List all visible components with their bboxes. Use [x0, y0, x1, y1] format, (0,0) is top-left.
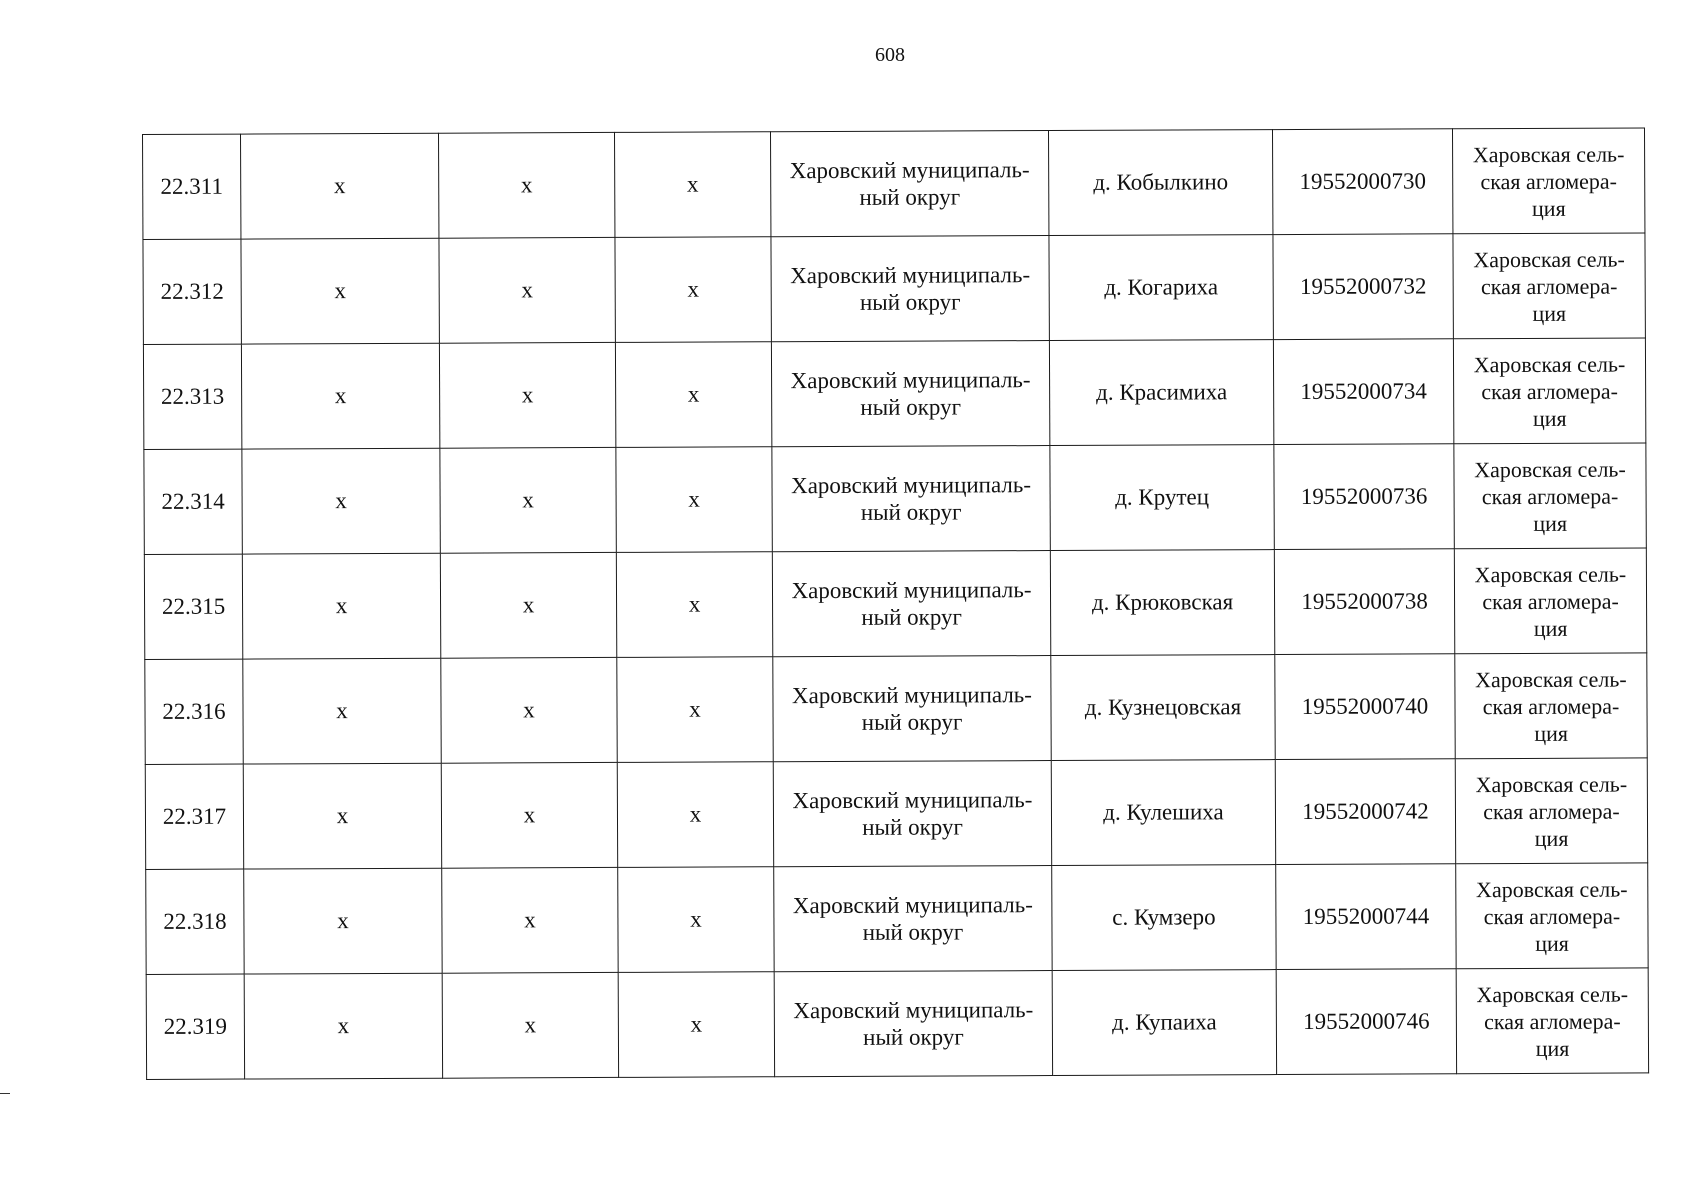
district-cell-line: Харовский муниципаль-	[793, 997, 1034, 1024]
district-cell-line: Харовский муниципаль-	[790, 367, 1031, 394]
agglomeration-cell-line: ская агломера-	[1483, 903, 1621, 929]
marker-cell: х	[441, 762, 617, 868]
oktmo-code-cell: 19552000738	[1274, 549, 1454, 655]
agglomeration-cell-line: Харовская сель-	[1472, 141, 1625, 167]
row-number-cell: 22.312	[143, 239, 241, 344]
marker-cell: х	[439, 237, 615, 343]
oktmo-code-cell: 19552000734	[1273, 339, 1453, 445]
marker-cell: х	[244, 973, 442, 1079]
table-row	[145, 653, 1647, 765]
row-number-cell: 22.317	[145, 764, 243, 869]
agglomeration-cell	[1453, 338, 1645, 444]
district-cell-line: Харовский муниципаль-	[791, 577, 1032, 604]
marker-cell: х	[242, 448, 440, 554]
marker-cell: х	[617, 762, 773, 868]
marker-cell: х	[442, 972, 618, 1078]
oktmo-code-cell: 19552000732	[1273, 234, 1453, 340]
agglomeration-cell-line: ция	[1531, 195, 1566, 221]
district-cell-line: Харовский муниципаль-	[791, 682, 1032, 709]
district-cell	[773, 656, 1051, 762]
agglomeration-cell	[1455, 653, 1647, 759]
agglomeration-cell-line: ская агломера-	[1480, 273, 1618, 299]
marker-cell: х	[241, 343, 439, 449]
agglomeration-cell-line: ция	[1532, 300, 1567, 326]
district-cell-line: ный округ	[860, 394, 962, 420]
oktmo-code-cell: 19552000746	[1276, 969, 1456, 1075]
settlements-table	[142, 127, 1649, 1080]
district-cell-line: Харовский муниципаль-	[792, 787, 1033, 814]
table-row	[144, 548, 1646, 660]
row-number-cell: 22.316	[145, 659, 243, 764]
agglomeration-cell-line: ская агломера-	[1481, 378, 1618, 404]
agglomeration-cell-line: Харовская сель-	[1473, 246, 1625, 272]
settlement-cell: д. Красимиха	[1049, 340, 1273, 446]
district-cell-line: ный округ	[861, 604, 962, 630]
row-number-cell: 22.314	[144, 449, 242, 554]
district-cell	[771, 236, 1049, 342]
marker-cell: х	[440, 552, 616, 658]
agglomeration-cell	[1453, 233, 1645, 339]
row-number-cell: 22.311	[143, 134, 241, 239]
marker-cell: х	[618, 867, 774, 973]
district-cell	[774, 866, 1052, 972]
agglomeration-cell-line: ция	[1534, 825, 1569, 851]
district-cell-line: ный округ	[859, 184, 961, 210]
agglomeration-cell	[1456, 968, 1648, 1074]
marker-cell: х	[441, 657, 617, 763]
agglomeration-cell-line: ция	[1532, 405, 1567, 431]
district-cell-line: Харовский муниципаль-	[792, 892, 1033, 919]
agglomeration-cell-line: ская агломера-	[1484, 1008, 1621, 1034]
district-cell	[772, 551, 1050, 657]
table-row	[143, 233, 1645, 345]
oktmo-code-cell: 19552000730	[1272, 129, 1452, 235]
row-number-cell: 22.319	[146, 974, 244, 1079]
table-row	[146, 968, 1648, 1080]
settlement-cell: д. Кузнецовская	[1051, 655, 1275, 761]
marker-cell: х	[615, 342, 771, 448]
district-cell-line: ный округ	[862, 814, 963, 840]
district-cell-line: ный округ	[860, 499, 962, 525]
agglomeration-cell-line: ция	[1534, 720, 1569, 746]
agglomeration-cell	[1455, 758, 1647, 864]
row-number-cell: 22.313	[143, 344, 241, 449]
district-cell	[772, 446, 1050, 552]
table-row	[145, 758, 1647, 870]
table-row	[143, 338, 1645, 450]
agglomeration-cell-line: Харовская сель-	[1475, 771, 1628, 797]
agglomeration-cell-line: ция	[1535, 930, 1569, 956]
oktmo-code-cell: 19552000744	[1276, 864, 1456, 970]
marker-cell: х	[242, 553, 440, 659]
agglomeration-cell-line: ция	[1533, 510, 1568, 536]
row-number-cell: 22.318	[146, 869, 244, 974]
oktmo-code-cell: 19552000736	[1274, 444, 1454, 550]
marker-cell: х	[440, 447, 616, 553]
district-cell-line: Харовский муниципаль-	[789, 157, 1030, 184]
row-number-cell: 22.315	[144, 554, 242, 659]
agglomeration-cell-line: Харовская сель-	[1476, 981, 1629, 1007]
marker-cell: х	[241, 133, 439, 239]
marker-cell: х	[616, 447, 772, 553]
agglomeration-cell-line: ция	[1533, 615, 1568, 641]
district-cell	[774, 971, 1052, 1077]
agglomeration-cell-line: ция	[1535, 1035, 1570, 1061]
district-cell-line: ный округ	[861, 709, 963, 735]
district-cell-line: ный округ	[863, 1024, 964, 1050]
agglomeration-cell	[1454, 548, 1646, 654]
marker-cell: х	[616, 552, 772, 658]
district-cell-line: ный округ	[859, 289, 961, 315]
settlement-cell: д. Когариха	[1049, 235, 1273, 341]
table-row	[146, 863, 1648, 975]
scan-edge-mark	[0, 1093, 10, 1094]
marker-cell: х	[618, 972, 774, 1078]
agglomeration-cell	[1452, 128, 1644, 234]
agglomeration-cell-line: ская агломера-	[1481, 483, 1619, 509]
page-number: 608	[875, 44, 905, 66]
settlement-cell: с. Кумзеро	[1052, 865, 1276, 971]
agglomeration-cell	[1456, 863, 1648, 969]
marker-cell: х	[244, 868, 442, 974]
settlement-cell: д. Крутец	[1050, 445, 1274, 551]
agglomeration-cell-line: Харовская сель-	[1474, 456, 1626, 482]
agglomeration-cell-line: ская агломера-	[1480, 168, 1618, 194]
table-row	[143, 128, 1645, 240]
settlement-cell: д. Кулешиха	[1051, 760, 1275, 866]
agglomeration-cell-line: Харовская сель-	[1475, 876, 1628, 902]
agglomeration-cell-line: ская агломера-	[1482, 693, 1620, 719]
settlement-cell: д. Кобылкино	[1048, 130, 1272, 236]
district-cell	[771, 341, 1049, 447]
agglomeration-cell-line: Харовская сель-	[1474, 561, 1627, 587]
district-cell	[773, 761, 1051, 867]
agglomeration-cell-line: Харовская сель-	[1475, 666, 1627, 692]
oktmo-code-cell: 19552000740	[1275, 654, 1455, 760]
agglomeration-cell-line: ская агломера-	[1482, 588, 1619, 614]
oktmo-code-cell: 19552000742	[1275, 759, 1455, 865]
agglomeration-cell-line: Харовская сель-	[1473, 351, 1626, 377]
marker-cell: х	[615, 237, 771, 343]
table-body	[143, 128, 1649, 1080]
marker-cell: х	[617, 657, 773, 763]
district-cell-line: ный округ	[862, 919, 964, 945]
marker-cell: х	[243, 763, 441, 869]
table-row	[144, 443, 1646, 555]
marker-cell: х	[442, 867, 618, 973]
agglomeration-cell	[1454, 443, 1646, 549]
settlement-cell: д. Купаиха	[1052, 970, 1276, 1076]
district-cell-line: Харовский муниципаль-	[790, 262, 1031, 289]
marker-cell: х	[241, 238, 439, 344]
district-cell-line: Харовский муниципаль-	[791, 472, 1032, 499]
marker-cell: х	[614, 132, 770, 238]
settlement-cell: д. Крюковская	[1050, 550, 1274, 656]
agglomeration-cell-line: ская агломера-	[1483, 798, 1620, 824]
marker-cell: х	[439, 342, 615, 448]
marker-cell: х	[438, 132, 614, 238]
district-cell	[770, 131, 1048, 237]
marker-cell: х	[243, 658, 441, 764]
